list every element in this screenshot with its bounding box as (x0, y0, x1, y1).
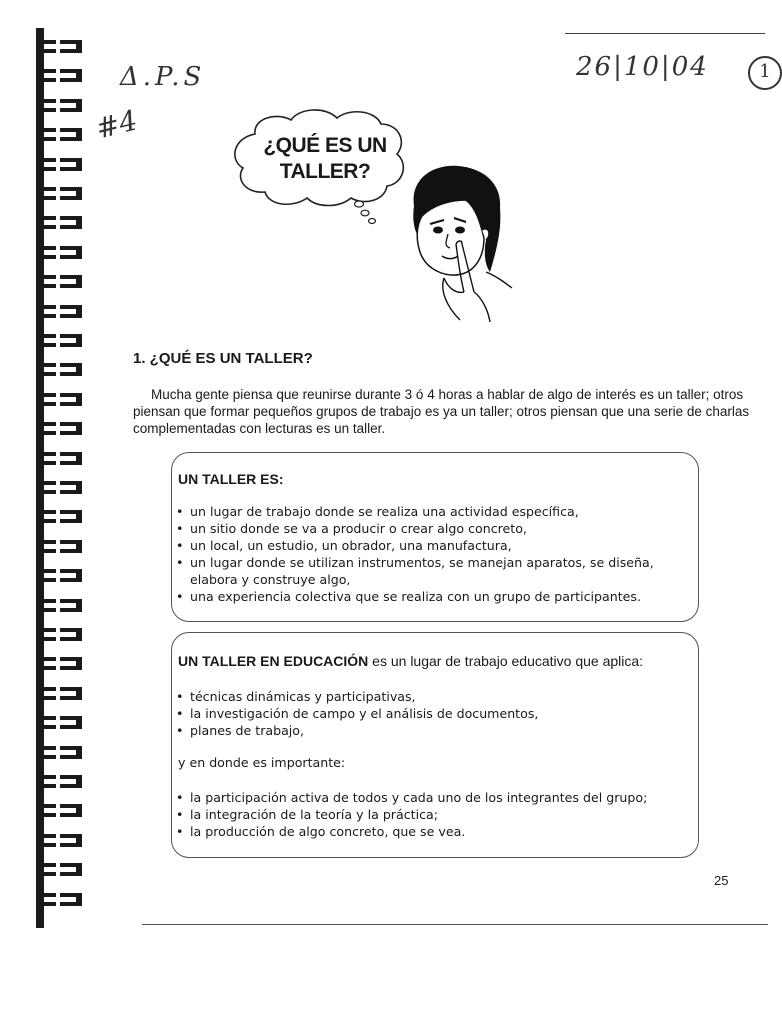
list-item: • la integración de la teoría y la práctica; (176, 806, 647, 823)
binding-ring (42, 628, 82, 642)
list-item: • la participación activa de todos y cada uno de los integrantes del grupo; (176, 789, 647, 806)
page-number: 25 (714, 873, 729, 888)
handwritten-initials: Δ.P.S (120, 62, 206, 92)
binding-ring (42, 452, 82, 466)
binding-ring (42, 657, 82, 671)
binding-ring (42, 99, 82, 113)
thinking-girl-illustration (404, 160, 514, 325)
intro-paragraph: Mucha gente piensa que reunirse durante 3 ó 4 horas a hablar de algo de interés es un taller; otros piensan que formar pequeños grupos de trabajo es ya un taller; otros piensan que una serie de charlas complementadas con lecturas es un taller. (133, 387, 750, 436)
list-item: • un lugar de trabajo donde se realiza una actividad específica, (176, 503, 692, 520)
footer-rule (142, 924, 768, 925)
binding-ring (42, 187, 82, 201)
education-heading-bold: UN TALLER EN EDUCACIÓN (178, 653, 369, 669)
binding-ring (42, 481, 82, 495)
importance-list (176, 789, 647, 840)
education-list (176, 688, 538, 739)
education-heading-rest: es un lugar de trabajo educativo que aplica: (368, 653, 644, 669)
binding-ring (42, 334, 82, 348)
binding-ring (42, 746, 82, 760)
education-box (171, 632, 699, 858)
binding-ring (42, 569, 82, 583)
cloud-title-line1: ¿QUÉ ES UN (263, 134, 387, 157)
list-item: • un lugar donde se utilizan instrumentos, se manejan aparatos, se diseña, elabora y construye algo, (176, 554, 692, 588)
binding-ring (42, 216, 82, 230)
binding-ring (42, 510, 82, 524)
binding-ring (42, 687, 82, 701)
binding-ring (42, 393, 82, 407)
binding-ring (42, 599, 82, 613)
binding-ring (42, 540, 82, 554)
binding-ring (42, 363, 82, 377)
binding-ring (42, 275, 82, 289)
binding-ring (42, 804, 82, 818)
binding-ring (42, 40, 82, 54)
education-heading (178, 653, 643, 669)
definition-box (171, 452, 699, 622)
list-item: • la investigación de campo y el análisis de documentos, (176, 705, 538, 722)
list-item: • la producción de algo concreto, que se vea. (176, 823, 647, 840)
binding-ring (42, 775, 82, 789)
binding-ring (42, 422, 82, 436)
cloud-title (250, 133, 400, 185)
section-title: 1. ¿QUÉ ES UN TALLER? (133, 350, 313, 367)
binding-ring (42, 834, 82, 848)
handwritten-circled-number: 1 (748, 56, 782, 90)
binding-ring (42, 305, 82, 319)
definition-heading: UN TALLER ES: (178, 471, 284, 487)
binding-ring (42, 69, 82, 83)
list-item: • un sitio donde se va a producir o crear algo concreto, (176, 520, 692, 537)
definition-list (176, 503, 692, 605)
list-item: • una experiencia colectiva que se realiza con un grupo de participantes. (176, 588, 692, 605)
header-rule (565, 33, 765, 34)
cloud-title-line2: TALLER? (279, 160, 371, 183)
handwritten-number: #4 (92, 103, 141, 146)
handwritten-date: 26|10|04 (576, 52, 709, 82)
binding-ring (42, 716, 82, 730)
binding-ring (42, 863, 82, 877)
binding-ring (42, 893, 82, 907)
list-item: • planes de trabajo, (176, 722, 538, 739)
binding-ring (42, 158, 82, 172)
spiral-binding (36, 28, 86, 928)
list-item: • un local, un estudio, un obrador, una manufactura, (176, 537, 692, 554)
binding-ring (42, 128, 82, 142)
list-item: • técnicas dinámicas y participativas, (176, 688, 538, 705)
binding-ring (42, 246, 82, 260)
education-middle-text: y en donde es importante: (178, 755, 346, 770)
